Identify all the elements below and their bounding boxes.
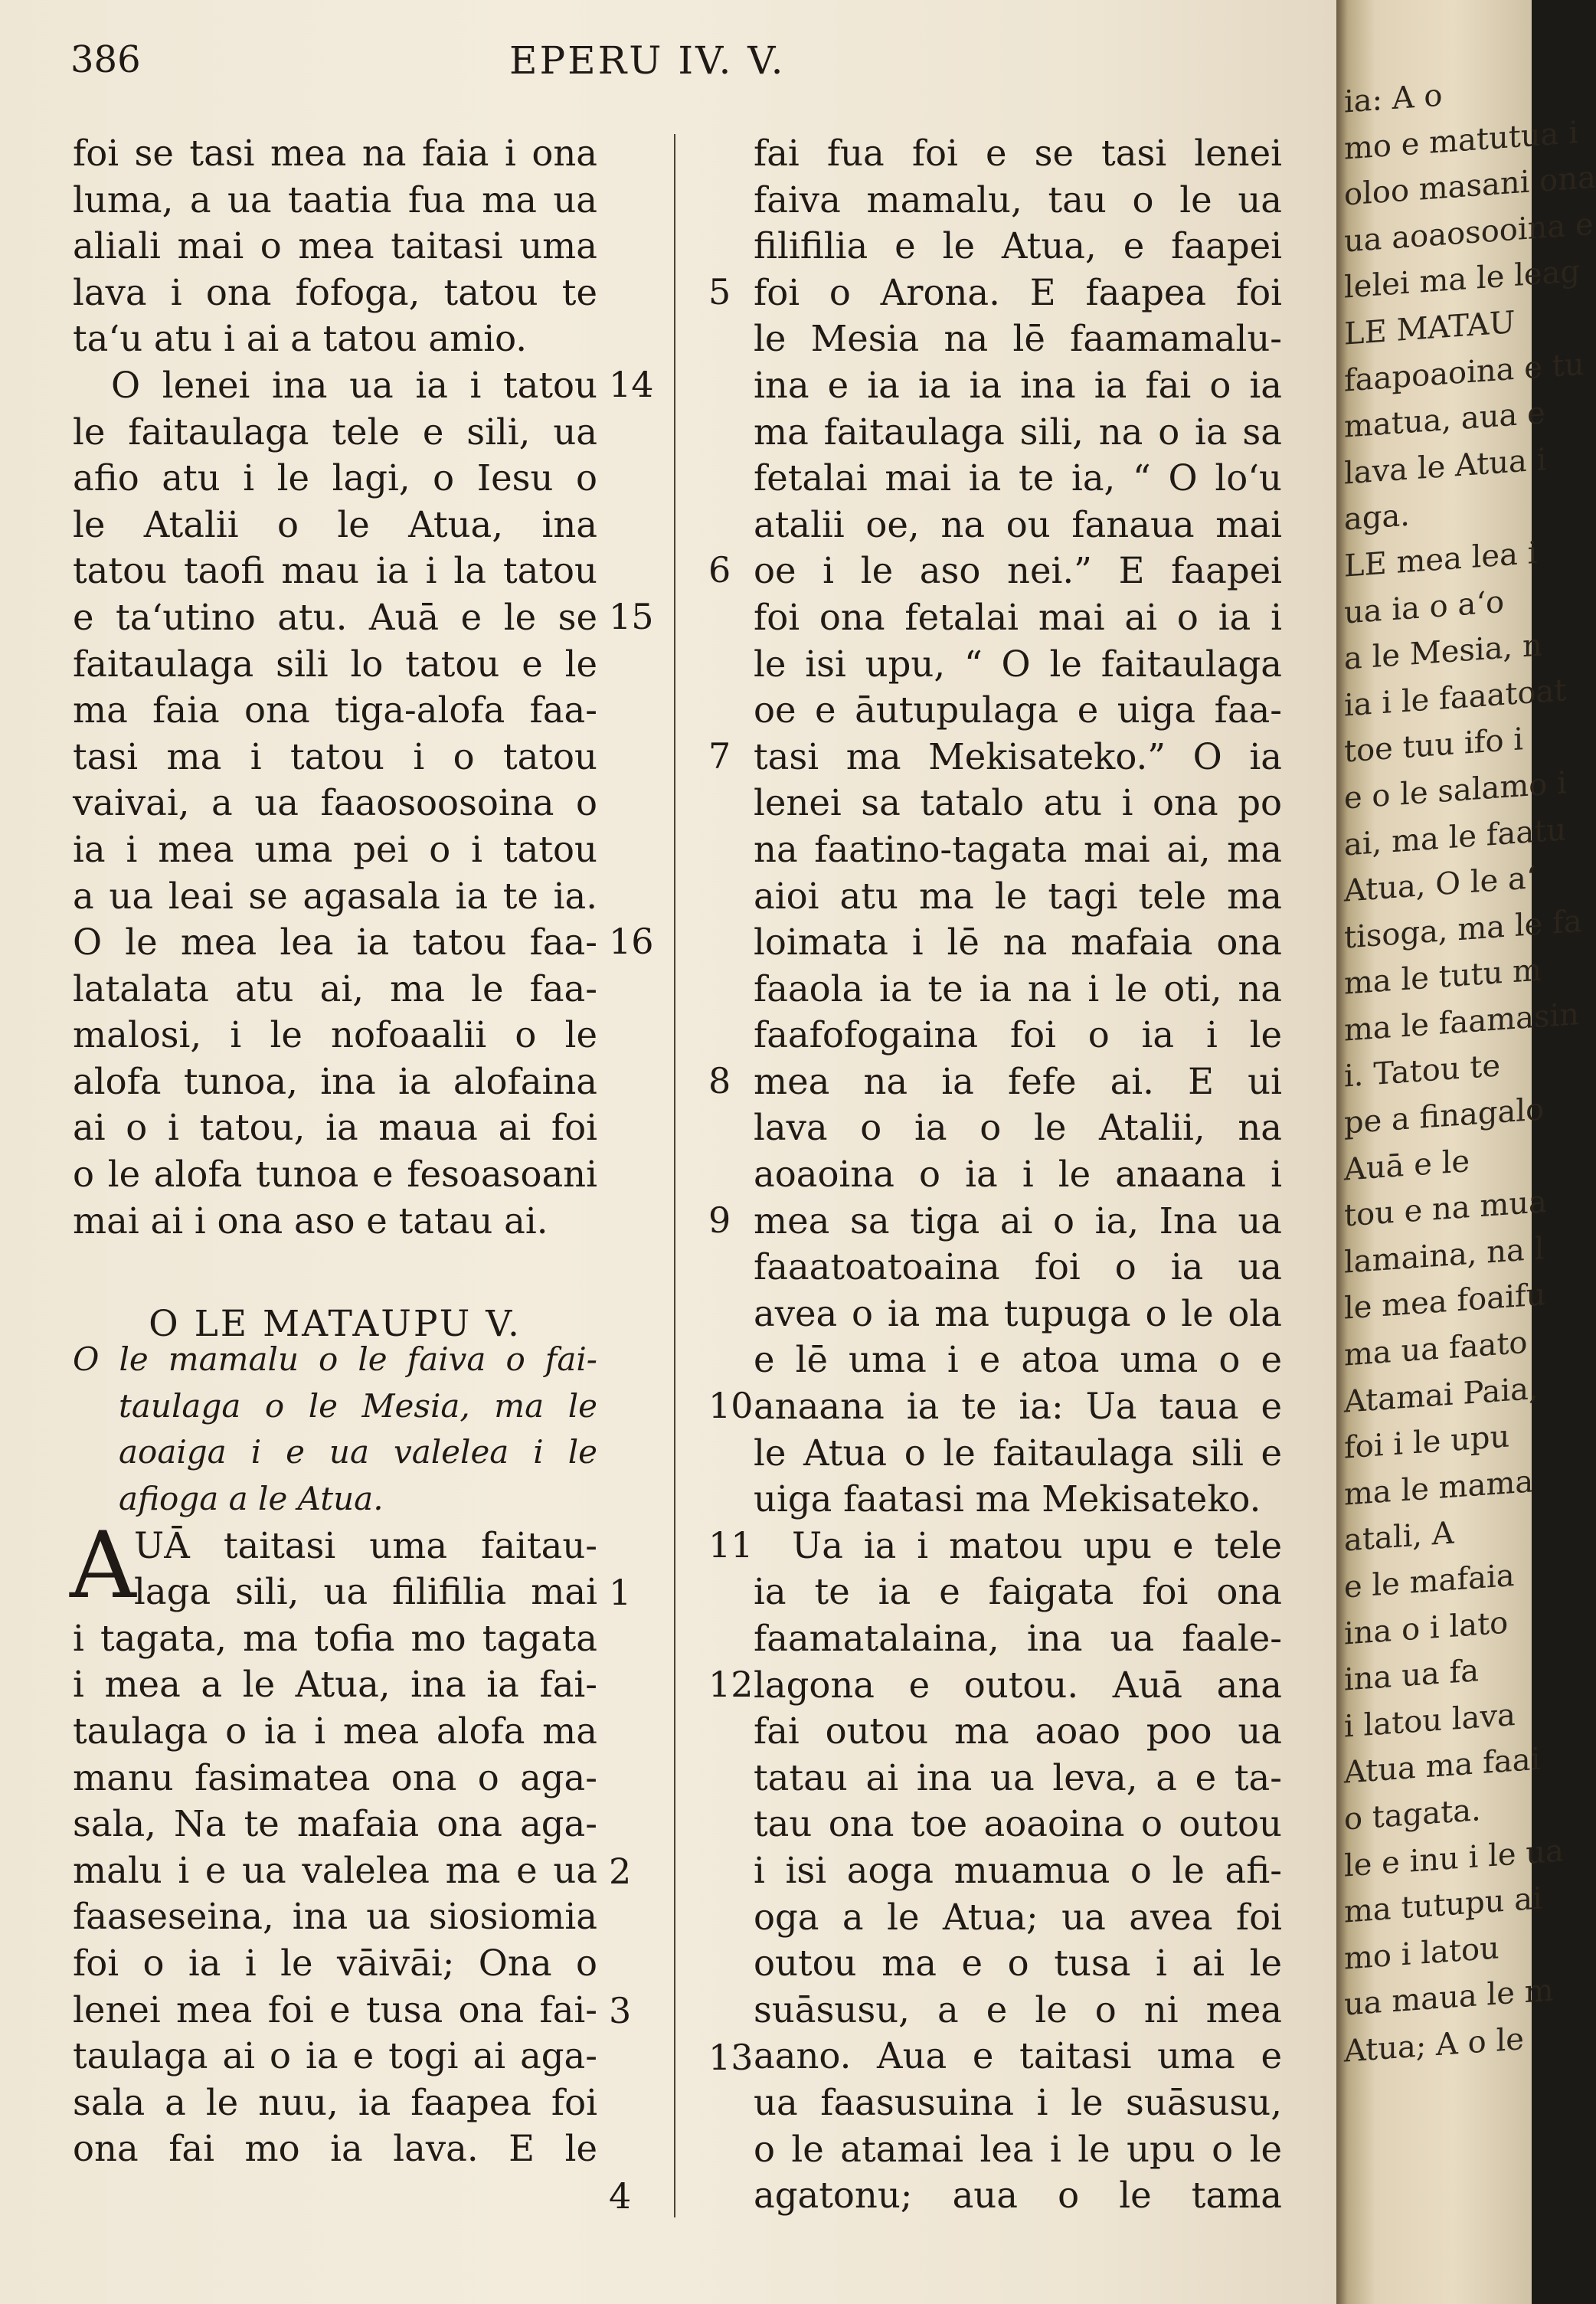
facing-page-line: LE MATAU xyxy=(1344,304,1516,352)
facing-page-line: Atua, O le a‘ xyxy=(1344,860,1536,909)
text-line: UĀ taitasi uma faitau- xyxy=(134,1524,597,1566)
text-line: faaseseina, ina ua siosiomia xyxy=(73,1896,597,1938)
text-line: faaatoatoaina foi o ia ua xyxy=(754,1246,1282,1288)
text-line: aoaoina o ia i le anaana i xyxy=(754,1154,1282,1196)
text-line: foi o Arona. E faapea foi xyxy=(754,271,1282,313)
verse-number: 3 xyxy=(609,1990,632,2031)
verse-number: 1 xyxy=(609,1572,632,1613)
text-line: tatou taofi mau ia i la tatou xyxy=(73,550,597,592)
text-line: foi se tasi mea na faia i ona xyxy=(73,133,597,174)
text-line: faamatalaina, ina ua faale- xyxy=(754,1618,1282,1659)
text-line: foi o ia i le vāivāi; Ona o xyxy=(73,1942,597,1984)
text-line: tasi ma Mekisateko.” O ia xyxy=(754,735,1282,777)
verse-number: 13 xyxy=(708,2037,754,2078)
drop-cap-paragraph xyxy=(70,1512,597,1619)
text-line: lava o ia o le Atalii, na xyxy=(754,1107,1282,1149)
verse-number: 9 xyxy=(708,1199,731,1241)
text-line: faafofogaina foi o ia i le xyxy=(754,1014,1282,1056)
text-line: le isi upu, “ O le faitaulaga xyxy=(754,643,1282,685)
facing-page-text xyxy=(1336,73,1596,2070)
verse-number: 10 xyxy=(708,1385,754,1426)
text-line: fai fua foi e se tasi lenei xyxy=(754,133,1282,174)
verse-number: 15 xyxy=(609,596,654,637)
facing-page-line: ina o i lato xyxy=(1344,1605,1509,1652)
facing-page-line: pe a finagalo xyxy=(1344,1091,1545,1141)
text-line: ina e ia ia ia ina ia fai o ia xyxy=(754,364,1282,406)
facing-page-line: foi i le upu xyxy=(1344,1419,1510,1466)
text-line: tau ona toe aoaoina o outou xyxy=(754,1803,1282,1845)
text-line: afio atu i le lagi, o Iesu o xyxy=(73,457,597,499)
verse-number: 2 xyxy=(609,1851,632,1892)
facing-page-line: ia i le faaatoat xyxy=(1344,672,1567,724)
facing-page-line: Auā e le xyxy=(1344,1143,1470,1188)
text-line: malosi, i le nofoaalii o le xyxy=(73,1014,597,1056)
drop-cap: A xyxy=(70,1512,136,1619)
text-line: e ta‘utino atu. Auā e le se xyxy=(73,596,597,638)
facing-page-line: Atua ma faai xyxy=(1344,1742,1541,1791)
text-line: lenei mea foi e tusa ona fai- xyxy=(73,1988,597,2031)
text-line: e lē uma i e atoa uma o e xyxy=(754,1339,1282,1381)
verse-number: 6 xyxy=(708,549,731,591)
verse-number: 16 xyxy=(609,921,654,962)
text-line: i isi aoga muamua o le afi- xyxy=(754,1849,1282,1891)
running-title: EPERU IV. V. xyxy=(509,38,786,83)
text-line: luma, a ua taatia fua ma ua xyxy=(73,178,597,221)
page-number: 386 xyxy=(70,38,141,81)
text-line: malu i e ua valelea ma e ua xyxy=(73,1849,597,1891)
text-line: O lenei ina ua ia i tatou xyxy=(111,364,597,406)
facing-page-line: aga. xyxy=(1344,497,1411,538)
verse-number: 8 xyxy=(708,1060,731,1101)
text-line: latalata atu ai, ma le faa- xyxy=(73,967,597,1010)
text-line: vaivai, a ua faaosoosoina o xyxy=(73,782,597,824)
text-line: manu fasimatea ona o aga- xyxy=(73,1756,597,1798)
facing-page-line: Atua; A o le xyxy=(1344,2021,1524,2070)
text-line: outou ma e o tusa i ai le xyxy=(754,1942,1282,1985)
text-line: mai ai i ona aso e tatau ai. xyxy=(73,1199,548,1242)
verse-number: 5 xyxy=(708,271,731,313)
text-line: le Mesia na lē faamamalu- xyxy=(754,318,1282,360)
chapter-summary-line: taulaga o le Mesia, ma le xyxy=(119,1386,597,1425)
facing-page-line: lava le Atua i xyxy=(1344,441,1547,492)
facing-page-line: lamaina, na l xyxy=(1344,1231,1545,1281)
verse-number: 14 xyxy=(609,364,654,405)
text-line: fai outou ma aoao poo ua xyxy=(754,1710,1282,1753)
facing-page-line: le mea foaifu xyxy=(1344,1277,1546,1327)
facing-page-line: faapoaoina e tu xyxy=(1344,346,1585,399)
text-line: lagona e outou. Auā ana xyxy=(754,1664,1282,1706)
facing-page-line: ai, ma le faatu xyxy=(1344,811,1567,863)
text-line: na faatino-tagata mai ai, ma xyxy=(754,828,1282,870)
text-line: aano. Aua e taitasi uma e xyxy=(754,2035,1282,2077)
text-line: mea sa tiga ai o ia, Ina ua xyxy=(754,1199,1282,1242)
column-divider xyxy=(674,134,675,2217)
facing-page-line: ma le mama xyxy=(1344,1464,1534,1513)
facing-page-line: e le mafaia xyxy=(1344,1557,1515,1605)
text-line: aioi atu ma le tagi tele ma xyxy=(754,875,1282,917)
text-line: i mea a le Atua, ina ia fai- xyxy=(73,1664,597,1706)
text-line: tatau ai ina ua leva, a e ta- xyxy=(754,1756,1282,1798)
chapter-summary-line: afioga a le Atua. xyxy=(119,1480,384,1518)
text-line: oe e āutupulaga e uiga faa- xyxy=(754,689,1282,731)
facing-page-edge xyxy=(1336,0,1596,2304)
text-line: ma faia ona tiga-alofa faa- xyxy=(73,689,597,731)
text-line: faiva mamalu, tau o le ua xyxy=(754,178,1282,221)
text-line: atalii oe, na ou fanaua mai xyxy=(754,503,1282,545)
facing-page-line: i latou lava xyxy=(1344,1697,1516,1745)
text-line: uiga faatasi ma Mekisateko. xyxy=(754,1478,1261,1520)
facing-page-line: ma ua faato xyxy=(1344,1324,1528,1373)
text-line: Ua ia i matou upu e tele xyxy=(792,1524,1282,1566)
facing-page-line: le e inu i le ua xyxy=(1344,1833,1564,1884)
facing-page-line: ma le tutu m xyxy=(1344,952,1542,1002)
right-column xyxy=(754,130,1282,2219)
text-line: o le atamai lea i le upu o le xyxy=(754,2128,1282,2170)
chapter-summary-line: aoaiga i e ua valelea i le xyxy=(119,1433,597,1471)
text-line: mea na ia fefe ai. E ui xyxy=(754,1060,1282,1102)
chapter-heading: O LE MATAUPU V. xyxy=(149,1303,522,1346)
facing-page-line: mo i latou xyxy=(1344,1930,1500,1977)
facing-page-line: o tagata. xyxy=(1344,1792,1481,1838)
text-line: taulaga ai o ia e togi ai aga- xyxy=(73,2035,597,2077)
facing-page-line: matua, aua e xyxy=(1344,395,1545,445)
text-line: aliali mai o mea taitasi uma xyxy=(73,225,597,267)
verse-number: 12 xyxy=(708,1664,754,1705)
facing-page-line: tisoga, ma le fa xyxy=(1344,903,1582,956)
text-line: a ua leai se agasala ia te ia. xyxy=(73,875,597,917)
text-line: ona fai mo ia lava. E le xyxy=(73,2128,597,2170)
text-line: le Atalii o le Atua, ina xyxy=(73,503,597,545)
text-line: sala, Na te mafaia ona aga- xyxy=(73,1803,597,1845)
text-line: ia te ia e faigata foi ona xyxy=(754,1571,1282,1613)
text-line: le Atua o le faitaulaga sili e xyxy=(754,1432,1282,1474)
text-line: filifilia e le Atua, e faapei xyxy=(754,225,1282,267)
facing-page-line: atali, A xyxy=(1344,1515,1454,1559)
text-line: ia i mea uma pei o i tatou xyxy=(73,828,597,870)
text-line: i tagata, ma tofia mo tagata xyxy=(73,1617,597,1659)
text-line: sala a le nuu, ia faapea foi xyxy=(73,2081,597,2123)
text-line: avea o ia ma tupuga o le ola xyxy=(754,1292,1282,1334)
verse-number: 11 xyxy=(708,1524,754,1566)
text-line: agatonu; aua o le tama xyxy=(754,2175,1282,2217)
text-line: oe i le aso nei.” E faapei xyxy=(754,550,1282,592)
facing-page-line: toe tuu ifo i xyxy=(1344,722,1524,770)
verse-number: 7 xyxy=(708,735,731,777)
text-line: tasi ma i tatou i o tatou xyxy=(73,735,597,777)
verse-number: 4 xyxy=(609,2175,632,2217)
text-line: loimata i lē na mafaia ona xyxy=(754,921,1282,964)
facing-page-line: a le Mesia, n xyxy=(1344,627,1542,677)
facing-page-line: lelei ma le leag xyxy=(1344,254,1581,306)
facing-page-line: ia: A o xyxy=(1344,77,1443,120)
text-line: O le mea lea ia tatou faa- xyxy=(73,921,597,964)
text-line: lava i ona fofoga, tatou te xyxy=(73,271,597,313)
facing-page-line: ma le faamasin xyxy=(1344,996,1580,1049)
facing-page-line: ua aoaosooina e xyxy=(1344,206,1594,260)
page-header xyxy=(0,31,1336,84)
text-line: lenei sa tatalo atu i ona po xyxy=(754,782,1282,824)
facing-page-line: i. Tatou te xyxy=(1344,1048,1501,1095)
facing-page-line: Atamai Paia, xyxy=(1344,1370,1539,1420)
text-line: o le alofa tunoa e fesoasoani xyxy=(73,1154,597,1196)
text-line: fetalai mai ia te ia, “ O lo‘u xyxy=(754,457,1282,499)
text-line: faaola ia te ia na i le oti, na xyxy=(754,967,1282,1010)
facing-page-line: tou e na mua xyxy=(1344,1184,1547,1234)
facing-page-line: mo e matutua i xyxy=(1344,114,1578,167)
text-line: oga a le Atua; ua avea foi xyxy=(754,1896,1282,1938)
chapter-summary-line: O le mamalu o le faiva o fai- xyxy=(73,1340,597,1379)
facing-page-line: ua maua le m xyxy=(1344,1972,1554,2023)
facing-page-line: LE mea lea i xyxy=(1344,535,1538,584)
text-line: foi ona fetalai mai ai o ia i xyxy=(754,596,1282,638)
left-column xyxy=(70,130,597,2172)
facing-page-line: ua ia o a‘o xyxy=(1344,584,1505,631)
text-line: ma faitaulaga sili, na o ia sa xyxy=(754,411,1282,453)
text-line: ai o i tatou, ia maua ai foi xyxy=(73,1107,597,1149)
facing-page-line: oloo masani ona xyxy=(1344,159,1596,213)
facing-page-line: ma tutupu ai xyxy=(1344,1880,1542,1930)
facing-page-line: e o le salamo i xyxy=(1344,765,1567,817)
text-line: ta‘u atu i ai a tatou amio. xyxy=(73,318,528,360)
text-line: faitaulaga sili lo tatou e le xyxy=(73,643,597,685)
text-line: taulaga o ia i mea alofa ma xyxy=(73,1710,597,1752)
facing-page-line: ina ua fa xyxy=(1344,1653,1480,1698)
text-line: alofa tunoa, ina ia alofaina xyxy=(73,1060,597,1102)
text-line: ua faasusuina i le suāsusu, xyxy=(754,2081,1282,2123)
text-line: anaana ia te ia: Ua taua e xyxy=(754,1386,1282,1428)
text-line: suāsusu, a e le o ni mea xyxy=(754,1988,1282,2031)
text-line: le faitaulaga tele e sili, ua xyxy=(73,411,597,453)
text-line: laga sili, ua filifilia mai xyxy=(134,1571,597,1613)
